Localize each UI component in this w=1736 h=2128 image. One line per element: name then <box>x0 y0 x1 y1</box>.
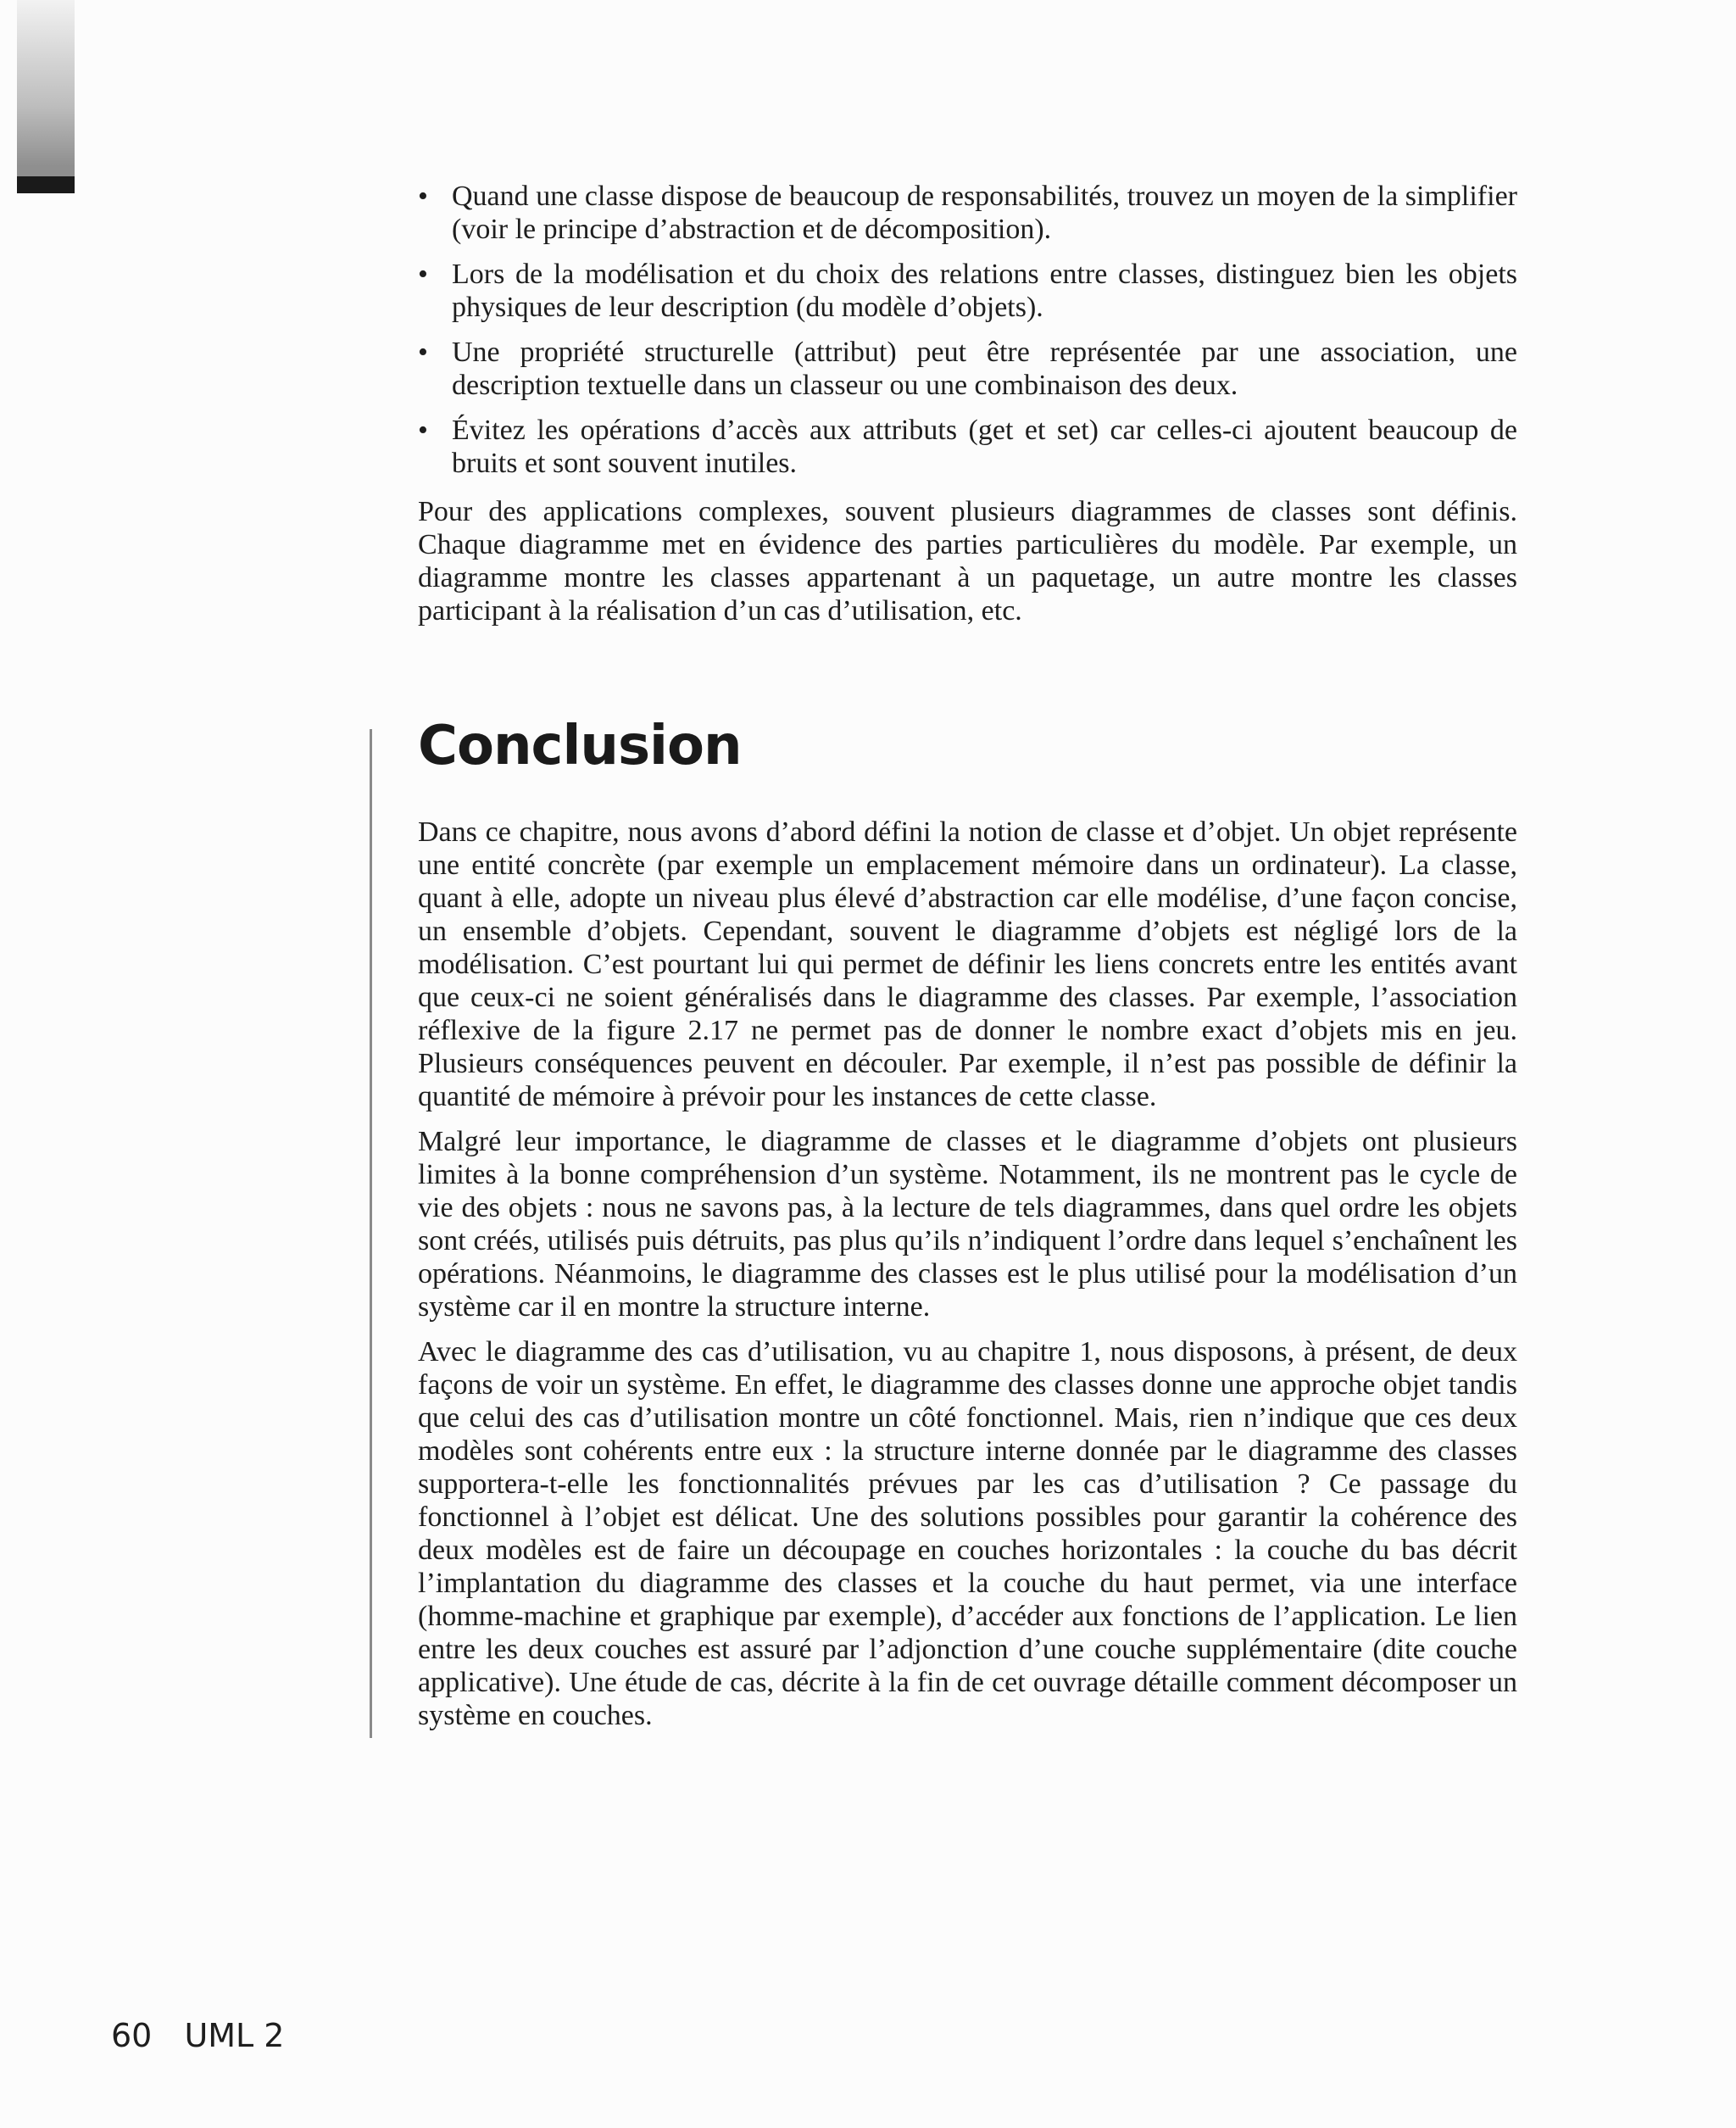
section-paragraph: Dans ce chapitre, nous avons d’abord défini la notion de classe et d’objet. Un objet représente une entité concrète (par exemple un emplacement mémoire dans un ordinateur). La classe, quant à elle, adopte un niveau plus élevé d’abstraction car elle modélise, d’une façon concise, un ensemble d’objets. Cependant, souvent le diagramme d’objets est négligé lors de la modélisation. C’est pourtant lui qui permet de définir les liens concrets entre les entités avant que ceux-ci ne soient généralisés dans le diagramme des classes. Par exemple, l’association réflexive de la figure 2.17 ne permet pas de donner le nombre exact d’objets mis en jeu. Plusieurs conséquences peuvent en découler. Par exemple, il n’est pas possible de définir la quantité de mémoire à prévoir pour les instances de cette classe. <box>418 816 1517 1112</box>
chapter-thumb-tab-bar <box>17 176 75 193</box>
bullet-marker: • <box>418 337 428 368</box>
recommendations-list <box>418 180 1517 480</box>
list-item-text: Lors de la modélisation et du choix des relations entre classes, distinguez bien les objets physiques de leur description (du modèle d’objets). <box>452 259 1517 323</box>
bullet-marker: • <box>418 181 428 212</box>
page-body-top <box>418 180 1517 639</box>
section-paragraph: Avec le diagramme des cas d’utilisation, vu au chapitre 1, nous disposons, à présent, de deux façons de voir un système. En effet, le diagramme des classes donne une approche objet tandis que celui des cas d’utilisation montre un côté fonctionnel. Mais, rien n’indique que ces deux modèles sont cohérents entre eux : la structure interne donnée par le diagramme des classes supportera-t-elle les fonctionnalités prévues par les cas d’utilisation ? Ce passage du fonctionnel à l’objet est délicat. Une des solutions possibles pour garantir la cohérence des deux modèles est de faire un découpage en couches horizontales : la couche du bas décrit l’implantation du diagramme des classes et la couche du haut permet, via une interface (homme-machine et graphique par exemple), d’accéder aux fonctions de l’application. Le lien entre les deux couches est assuré par l’adjonction d’une couche supplémentaire (dite couche applicative). Une étude de cas, décrite à la fin de cet ouvrage détaille comment décomposer un système en couches. <box>418 1336 1517 1731</box>
section-paragraph: Malgré leur importance, le diagramme de classes et le diagramme d’objets ont plusieurs limites à la bonne compréhension d’un système. Notamment, ils ne montrent pas le cycle de vie des objets : nous ne savons pas, à la lecture de tels diagrammes, dans quel ordre les objets sont créés, utilisés puis détruits, pas plus qu’ils n’indiquent l’ordre dans lequel s’enchaînent les opérations. Néanmoins, le diagramme des classes est le plus utilisé pour la modélisation d’un système car il en montre la structure interne. <box>418 1126 1517 1323</box>
list-item <box>418 336 1517 402</box>
page-number: 60 <box>111 2017 153 2054</box>
section-margin-rule <box>370 729 372 1738</box>
bullet-marker: • <box>418 415 428 446</box>
running-footer-title: UML 2 <box>184 2017 285 2054</box>
list-item <box>418 180 1517 246</box>
list-item-text: Évitez les opérations d’accès aux attributs (get et set) car celles-ci ajoutent beaucoup de bruits et sont souvent inutiles. <box>452 415 1517 479</box>
section-title: Conclusion <box>418 715 742 777</box>
list-item <box>418 414 1517 480</box>
intro-paragraph: Pour des applications complexes, souvent plusieurs diagrammes de classes sont définis. Chaque diagramme met en évidence des parties particulières du modèle. Par exemple, un diagramme montre les classes appartenant à un paquetage, un autre montre les classes participant à la réalisation d’un cas d’utilisation, etc. <box>418 496 1517 627</box>
chapter-thumb-tab <box>17 0 75 193</box>
bullet-marker: • <box>418 259 428 290</box>
list-item-text: Une propriété structurelle (attribut) peut être représentée par une association, une description textuelle dans un classeur ou une combinaison des deux. <box>452 337 1517 401</box>
page-footer <box>111 2016 284 2055</box>
list-item <box>418 258 1517 324</box>
list-item-text: Quand une classe dispose de beaucoup de responsabilités, trouvez un moyen de la simplifier (voir le principe d’abstraction et de décomposition). <box>452 181 1517 245</box>
conclusion-section <box>418 712 1517 1744</box>
